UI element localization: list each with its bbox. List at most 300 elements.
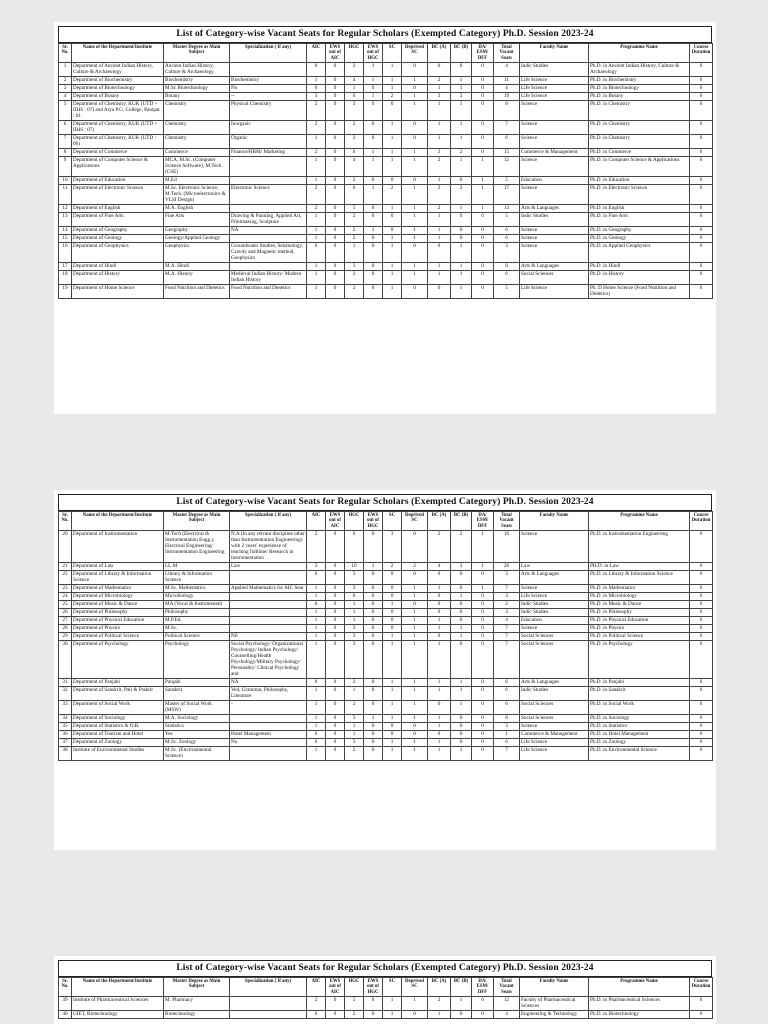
table-cell: 6 [690, 616, 713, 624]
table-cell: 6 [690, 204, 713, 212]
table-cell: Ancient Indian History, Culture & Archaeology [164, 62, 230, 76]
table-cell [230, 624, 307, 632]
column-header: Deprived SC [402, 512, 428, 531]
table-cell: 1 [402, 632, 428, 640]
table-cell: Arts & Languages [520, 678, 589, 686]
table-cell: 1 [383, 262, 402, 270]
table-cell: 2 [307, 204, 326, 212]
table-cell: 0 [326, 234, 345, 242]
table-cell: 1 [451, 100, 472, 120]
table-cell: 6 [690, 700, 713, 714]
table-cell: 0 [364, 270, 383, 284]
table-cell: 0 [326, 714, 345, 722]
table-header-row [59, 44, 713, 63]
table-cell: 1 [345, 686, 364, 700]
column-header: SC [383, 978, 402, 997]
table-cell: Biotechnology [164, 1010, 230, 1018]
column-header: Specialization ( If any) [230, 512, 307, 531]
table-cell: 1 [307, 608, 326, 616]
table-cell: Finance/HRM/ Marketing [230, 148, 307, 156]
table-cell: 28 [59, 624, 72, 632]
table-cell: 7 [494, 640, 520, 678]
table-cell: Department of Sociology [72, 714, 164, 722]
table-row [59, 62, 713, 76]
table-cell: No [230, 84, 307, 92]
table-cell: Ph.D. in Sanskrit [589, 686, 690, 700]
table-cell: Institute of Environmental Studies [72, 746, 164, 760]
table-cell: 0 [383, 624, 402, 632]
table-row [59, 714, 713, 722]
table-cell: Department of Chemistry, KUK (UTD + IIHS : 07) and Arya P.G. College, Panipat : 01 [72, 100, 164, 120]
table-cell: 0 [472, 226, 494, 234]
table-cell: M.Tech (Electrical & Instrumentation Engg.), Electrical Engineering/ Instrumentation Engineering [164, 530, 230, 562]
table-cell: 0 [451, 212, 472, 226]
column-header: Faculty Name [520, 978, 589, 997]
table-cell: Ph.D. in Political Science [589, 632, 690, 640]
table-cell: Hotel Management [230, 730, 307, 738]
table-cell: 1 [402, 616, 428, 624]
table-cell: 0 [364, 700, 383, 714]
column-header: Deprived SC [402, 978, 428, 997]
table-cell: 0 [364, 570, 383, 584]
table-cell: Library & Information Science [164, 570, 230, 584]
table-cell: 13 [59, 212, 72, 226]
table-cell: Ph.D. in Zoology [589, 738, 690, 746]
table-cell: 6 [494, 234, 520, 242]
table-cell: Life Science [520, 84, 589, 92]
table-cell: Geography [164, 226, 230, 234]
table-cell: 7 [494, 746, 520, 760]
table-cell: 0 [326, 640, 345, 678]
table-cell: 0 [451, 570, 472, 584]
table-cell: 1 [451, 624, 472, 632]
table-cell: 0 [364, 212, 383, 226]
document-page-1 [54, 22, 716, 414]
table-cell: 0 [326, 678, 345, 686]
table-cell: Department of Ancient Indian History, Culture & Archaeology [72, 62, 164, 76]
table-cell: Chemistry [164, 134, 230, 148]
table-cell: 0 [364, 722, 383, 730]
column-header: EWS out of AIC [326, 512, 345, 531]
table-cell: 1 [307, 592, 326, 600]
table-cell: 6 [494, 678, 520, 686]
table-cell: 1 [383, 204, 402, 212]
table-cell: 4 [345, 156, 364, 176]
page-title: List of Category-wise Vacant Seats for Regular Scholars (Exempted Category) Ph.D. Session 2023-24 [58, 960, 712, 977]
table-cell: 0 [326, 722, 345, 730]
column-header: Sr. No. [59, 978, 72, 997]
table-cell: 2 [428, 76, 451, 84]
table-cell: 9 [59, 156, 72, 176]
table-row [59, 624, 713, 632]
table-cell: 2 [428, 148, 451, 156]
table-cell: 0 [307, 242, 326, 262]
table-cell: Electronic Science [230, 184, 307, 204]
table-cell: 6 [690, 632, 713, 640]
table-cell: 6 [690, 148, 713, 156]
table-cell [230, 746, 307, 760]
table-cell: Social Sciences [520, 700, 589, 714]
table-row [59, 226, 713, 234]
table-cell: Department of Philosophy [72, 608, 164, 616]
table-row [59, 76, 713, 84]
table-cell: Science [520, 234, 589, 242]
table-cell: 1 [383, 284, 402, 298]
table-cell: 37 [59, 738, 72, 746]
table-row [59, 632, 713, 640]
table-cell: 0 [364, 746, 383, 760]
table-cell: 2 [345, 1010, 364, 1018]
table-cell: 1 [364, 76, 383, 84]
table-cell: Indic Studies [520, 608, 589, 616]
table-cell: 2 [345, 234, 364, 242]
column-header: HGC [345, 512, 364, 531]
table-row [59, 996, 713, 1010]
table-cell: 1 [451, 700, 472, 714]
table-cell: 1 [451, 134, 472, 148]
table-cell: 1 [307, 156, 326, 176]
table-cell [230, 996, 307, 1010]
column-header: BC (A) [428, 978, 451, 997]
table-cell: 0 [472, 600, 494, 608]
table-cell: 1 [307, 624, 326, 632]
table-cell: Science [520, 156, 589, 176]
table-cell: 0 [326, 738, 345, 746]
table-cell: 1 [451, 84, 472, 92]
table-cell: 1 [494, 730, 520, 738]
table-cell: 1 [402, 100, 428, 120]
table-cell: Department of Panjabi [72, 678, 164, 686]
table-cell: 0 [364, 120, 383, 134]
table-row [59, 204, 713, 212]
column-header: Course Duration [690, 512, 713, 531]
table-cell: 1 [307, 134, 326, 148]
table-cell: 0 [402, 530, 428, 562]
table-cell: 10 [59, 176, 72, 184]
table-cell: 1 [345, 608, 364, 616]
table-cell: 1 [402, 212, 428, 226]
table-cell: 1 [402, 226, 428, 234]
table-cell: 0 [364, 592, 383, 600]
column-header: Total Vacant Seats [494, 512, 520, 531]
table-cell: Ved, Grammar, Philosophy, Literature [230, 686, 307, 700]
table-cell: 26 [494, 562, 520, 570]
table-cell: 1 [451, 284, 472, 298]
table-cell: 5 [345, 996, 364, 1010]
table-cell: 1 [307, 632, 326, 640]
column-header: EWS out of AIC [326, 44, 345, 63]
column-header: Name of the Department/Institute [72, 44, 164, 63]
table-cell: 1 [364, 226, 383, 234]
table-cell: 3 [494, 722, 520, 730]
table-cell: 0 [326, 608, 345, 616]
table-cell: 16 [59, 242, 72, 262]
table-cell: 1 [402, 270, 428, 284]
table-row [59, 686, 713, 700]
table-cell: 2 [451, 184, 472, 204]
table-cell: 40 [59, 1010, 72, 1018]
table-cell: 5 [59, 100, 72, 120]
table-cell: 6 [690, 176, 713, 184]
table-cell: 0 [383, 592, 402, 600]
table-cell: Geophysics [164, 242, 230, 262]
table-cell: 3 [345, 738, 364, 746]
column-header: BC (B) [451, 44, 472, 63]
table-cell: 0 [326, 570, 345, 584]
table-cell: 1 [402, 156, 428, 176]
table-cell: 1 [307, 686, 326, 700]
table-cell: 0 [472, 212, 494, 226]
table-cell: 1 [383, 270, 402, 284]
table-cell: 10 [345, 562, 364, 570]
column-header: Specialization ( If any) [230, 978, 307, 997]
table-cell: Commerce & Management [520, 730, 589, 738]
table-cell: 17 [59, 262, 72, 270]
table-cell: 0 [364, 204, 383, 212]
table-cell: Geology/Applied Geology [164, 234, 230, 242]
table-cell: 0 [472, 148, 494, 156]
table-cell: Education [520, 176, 589, 184]
column-header: BC (A) [428, 44, 451, 63]
table-cell: 1 [428, 584, 451, 592]
table-cell: Political Science [164, 632, 230, 640]
table-cell: 0 [402, 134, 428, 148]
table-cell: 0 [472, 640, 494, 678]
table-cell: 0 [428, 570, 451, 584]
table-cell: 6 [690, 120, 713, 134]
table-cell: 3 [345, 624, 364, 632]
table-cell [230, 204, 307, 212]
table-cell: 26 [59, 608, 72, 616]
table-cell: 0 [364, 284, 383, 298]
table-cell: 3 [383, 530, 402, 562]
table-cell: 0 [451, 722, 472, 730]
table-cell: 0 [364, 640, 383, 678]
table-cell: 3 [345, 262, 364, 270]
table-cell: 0 [326, 1010, 345, 1018]
table-row [59, 270, 713, 284]
table-cell: Ph.D. in Pharmaceutical Sciences [589, 996, 690, 1010]
table-cell: 6 [690, 584, 713, 592]
table-cell: 6 [494, 134, 520, 148]
table-cell: 7 [59, 134, 72, 148]
table-cell: M.Sc Biotechnology [164, 84, 230, 92]
table-row [59, 100, 713, 120]
table-cell: 6 [690, 84, 713, 92]
table-cell: Ph.D. in Mathematics [589, 584, 690, 592]
table-cell: 11 [59, 184, 72, 204]
table-cell: 0 [472, 714, 494, 722]
table-cell: 1 [307, 714, 326, 722]
table-cell: 1 [383, 84, 402, 92]
table-cell: 0 [383, 608, 402, 616]
table-cell: 1 [383, 120, 402, 134]
table-cell: 5 [345, 204, 364, 212]
table-cell: 17 [494, 184, 520, 204]
table-cell: Ph.D. in Commerce [589, 148, 690, 156]
table-cell: Ph.D. in History [589, 270, 690, 284]
table-row [59, 700, 713, 714]
table-cell: 19 [494, 92, 520, 100]
table-cell: Department of Social Work [72, 700, 164, 714]
table-cell: 4 [494, 62, 520, 76]
table-cell: MA (Vocal & Instrumental) [164, 600, 230, 608]
table-cell: Philosophy [164, 608, 230, 616]
table-cell: M.A. Hindi [164, 262, 230, 270]
table-cell: Medieval Indian History/ Modern Indian History [230, 270, 307, 284]
table-cell: 1 [428, 262, 451, 270]
table-cell: Department of Tourism and Hotel [72, 730, 164, 738]
table-cell: 0 [326, 592, 345, 600]
table-cell: 1 [364, 92, 383, 100]
table-cell: 39 [59, 996, 72, 1010]
table-cell: Ph.D. in Biochemistry [589, 76, 690, 84]
table-cell: 6 [690, 624, 713, 632]
table-cell: 1 [364, 562, 383, 570]
table-cell: M.A. History [164, 270, 230, 284]
table-cell: 0 [402, 176, 428, 184]
table-cell: - [230, 156, 307, 176]
table-cell: 6 [690, 134, 713, 148]
table-cell: 8 [59, 148, 72, 156]
table-cell: 1 [307, 270, 326, 284]
table-cell: -- [230, 92, 307, 100]
table-cell: PH.D. in Law [589, 562, 690, 570]
table-cell: 0 [402, 62, 428, 76]
table-cell: 0 [472, 570, 494, 584]
table-cell: 0 [326, 700, 345, 714]
column-header: Deprived SC [402, 44, 428, 63]
table-cell: 0 [472, 608, 494, 616]
table-cell: 0 [326, 84, 345, 92]
table-cell: 0 [402, 730, 428, 738]
table-cell: Science [520, 120, 589, 134]
table-cell: 6 [690, 746, 713, 760]
table-cell: LL.M [164, 562, 230, 570]
table-cell: Science [520, 100, 589, 120]
table-cell: 1 [402, 624, 428, 632]
table-cell: 1 [402, 746, 428, 760]
table-cell: Ph.D. in Physical Education [589, 616, 690, 624]
table-cell: 0 [326, 242, 345, 262]
table-cell: 0 [472, 686, 494, 700]
table-cell: 2 [307, 120, 326, 134]
table-cell: 6 [690, 640, 713, 678]
table-cell [230, 176, 307, 184]
table-cell: N.A (In any relvant discipline other than Instrumentation Engineering) with 2 years' experience of teaching fulltime/ Research in Instrumentation [231, 531, 305, 562]
table-cell: 1 [402, 234, 428, 242]
table-cell: Life Science [520, 592, 589, 600]
table-cell: 1 [428, 746, 451, 760]
table-cell: 3 [345, 570, 364, 584]
table-cell: 0 [472, 700, 494, 714]
table-cell: 0 [307, 570, 326, 584]
table-cell: 1 [402, 262, 428, 270]
table-cell: NA [230, 678, 307, 686]
table-cell: 0 [472, 592, 494, 600]
table-cell: 2 [345, 176, 364, 184]
table-cell: 32 [59, 686, 72, 700]
table-cell: Ph.D. in Environmental Science [589, 746, 690, 760]
table-cell: 0 [326, 134, 345, 148]
table-cell: 1 [402, 584, 428, 592]
table-cell: 2 [345, 678, 364, 686]
table-cell: Institute of Pharmaceutical Sciences [72, 996, 164, 1010]
table-cell: 0 [307, 730, 326, 738]
table-row [59, 184, 713, 204]
table-cell: 1 [345, 730, 364, 738]
table-cell: 1 [451, 262, 472, 270]
table-cell: 6 [345, 184, 364, 204]
table-cell: 0 [326, 226, 345, 234]
table-cell: Chemistry [164, 120, 230, 134]
table-cell: Ph.D. in Chemistry [589, 120, 690, 134]
table-cell: 2 [383, 92, 402, 100]
table-cell: 1 [428, 270, 451, 284]
table-cell: Life Science [520, 738, 589, 746]
table-cell: 0 [472, 624, 494, 632]
table-cell: 0 [364, 996, 383, 1010]
table-row [59, 730, 713, 738]
table-cell: 6 [690, 730, 713, 738]
table-cell [230, 616, 307, 624]
column-header: Master Degree as Main Subject [164, 44, 230, 63]
table-cell: 0 [402, 570, 428, 584]
table-cell: 1 [451, 156, 472, 176]
table-cell: 31 [59, 678, 72, 686]
column-header: SC [383, 44, 402, 63]
table-cell: Department of Physical Education [72, 616, 164, 624]
table-cell: 0 [383, 212, 402, 226]
table-cell: Science [520, 530, 589, 562]
table-cell: 1 [345, 84, 364, 92]
table-cell: 0 [472, 632, 494, 640]
table-cell: 3 [428, 92, 451, 100]
table-cell: Department of Home Science [72, 284, 164, 298]
table-cell: 0 [428, 62, 451, 76]
table-cell: Department of Geology [72, 234, 164, 242]
table-cell: Department of Microbiology [72, 592, 164, 600]
table-cell: 1 [428, 176, 451, 184]
table-cell: 0 [472, 134, 494, 148]
table-cell: 0 [472, 996, 494, 1010]
table-cell: 0 [472, 746, 494, 760]
table-cell: 1 [345, 616, 364, 624]
table-cell [230, 1010, 307, 1018]
table-cell: 1 [472, 156, 494, 176]
table-cell: 1 [345, 722, 364, 730]
table-cell: M.Sc. [164, 624, 230, 632]
table-cell: 6 [690, 570, 713, 584]
table-cell: 1 [451, 686, 472, 700]
table-cell: Ph.D. in Statistics [589, 722, 690, 730]
table-cell: 12 [59, 204, 72, 212]
table-cell: Department of Fine Arts [72, 212, 164, 226]
column-header: Course Duration [690, 44, 713, 63]
table-cell: 0 [451, 234, 472, 242]
table-row [59, 262, 713, 270]
table-cell: 6 [345, 530, 364, 562]
column-header: Total Vacant Seats [494, 44, 520, 63]
table-cell: 0 [364, 84, 383, 92]
table-cell: M.Ed [164, 176, 230, 184]
table-cell: 0 [402, 242, 428, 262]
table-cell: Indic Studies [520, 212, 589, 226]
table-cell: 0 [383, 570, 402, 584]
table-cell: 23 [59, 584, 72, 592]
table-cell: 29 [59, 632, 72, 640]
table-cell: UIET, Biotechnology [72, 1010, 164, 1018]
